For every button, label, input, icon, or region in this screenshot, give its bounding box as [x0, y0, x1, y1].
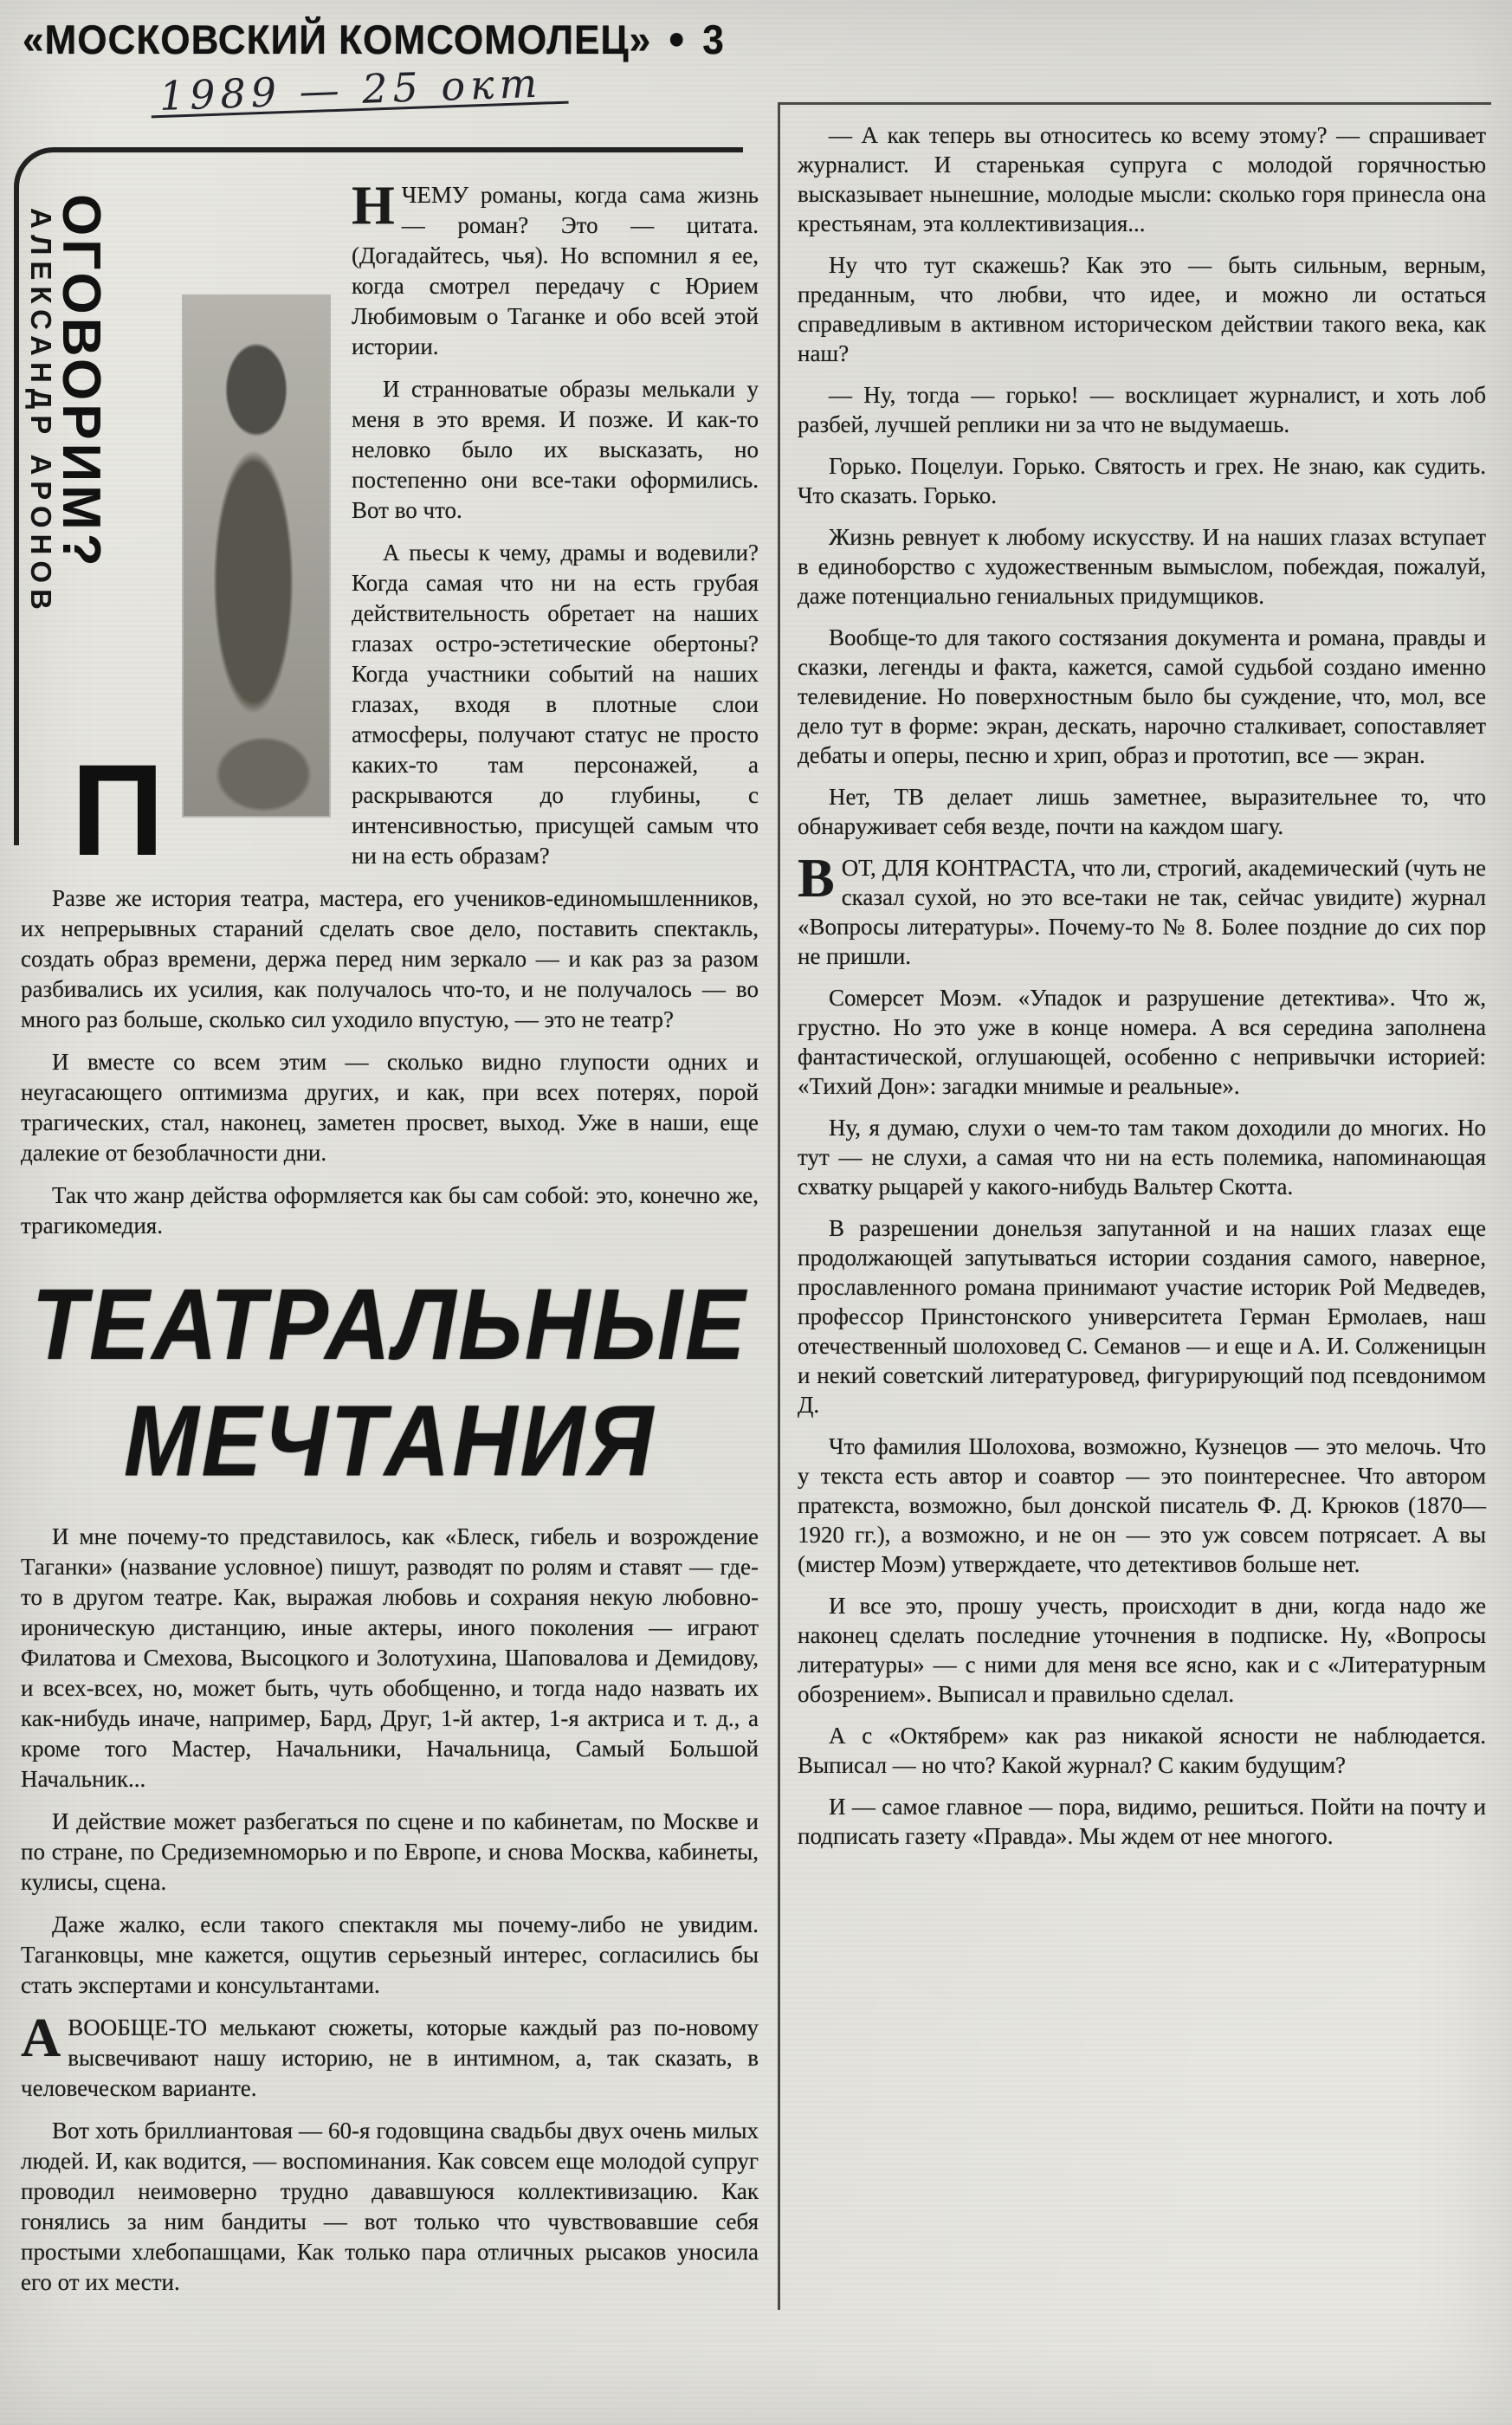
paragraph: А пьесы к чему, драмы и водевили? Когда самая что ни на есть грубая действительность обретает на наших глазах остро-эстетические обертоны? Когда участники событий на наших глазах, входя в плотные слои атмосферы, получают статус не просто каких-то там персонажей, а раскрываются до глубины, с интенсивностью, присущей самым что ни на есть образам? — [352, 540, 759, 869]
author-photo — [184, 296, 329, 816]
dropcap-letter: А — [21, 2007, 61, 2068]
article-title-vertical: ОГОВОРИМ? — [51, 194, 111, 570]
paragraph: НЧЕМУ романы, когда сама жизнь — роман? Это — цитата. (Догадайтесь, чья). Но вспомнил я ее, когда смотрел передачу с Юрием Любимовым о Таганке и обо всей этой истории. — [352, 174, 759, 359]
masthead-title: «МОСКОВСКИЙ КОМСОМОЛЕЦ» — [23, 16, 652, 62]
paragraph: А с «Октябрем» как раз никакой ясности не наблюдается. Выписал — но что? Какой журнал? С каким будущим? — [798, 1723, 1486, 1778]
masthead-bullet-icon: ● — [668, 20, 687, 55]
paragraph: — А как теперь вы относитесь ко всему этому? — спрашивает журналист. И старенькая супруга с молодой горячностью высказывает нынешние, молодые мысли: сколько горя принесла она крестьянам, эта коллективизация... — [798, 122, 1486, 236]
paragraph: Жизнь ревнует к любому искусству. И на наших глазах вступает в единоборство с художественным вымыслом, побеждая, пожалуй, даже потенциально гениальных придумщиков. — [798, 524, 1486, 609]
left-after-headline-text — [21, 1522, 759, 2298]
paragraph: Нет, ТВ делает лишь заметнее, выразительнее то, что обнаруживает себя везде, почти на каждом шагу. — [798, 784, 1486, 839]
paragraph: Ну, я думаю, слухи о чем-то там таком доходили до многих. Но тут — не слухи, а самая что ни на есть полемика, напоминающая схватку рыцарей у какого-нибудь Вальтер Скотта. — [798, 1115, 1486, 1200]
right-column — [778, 102, 1491, 2310]
paragraph: Вот хоть бриллиантовая — 60-я годовщина свадьбы двух очень милых людей. И, как водится, — воспоминания. Как совсем еще молодой супруг проводил неимоверно трудно дававшуюся коллективизацию. Как гонялись за ним бандиты — вот только что чувствовавшие себя простыми хлебопашцами, Как только пара отличных рысаков уносила его от их мести. — [21, 2118, 759, 2295]
masthead-area — [21, 0, 759, 180]
dropcap-letter: В — [798, 847, 835, 909]
paragraph: — Ну, тогда — горько! — восклицает журналист, и хоть лоб разбей, лучшей реплики ни за что не выдумаешь. — [798, 382, 1486, 437]
paragraph: И все это, прошу учесть, происходит в дни, когда надо же наконец сделать последние уточнения в подписке. Ну, «Вопросы литературы» — с ними для меня все ясно, как и с «Литературным обозрением». Выписал и правильно сделал. — [798, 1593, 1486, 1707]
paragraph: Вообще-то для такого состязания документа и романа, правды и сказки, легенды и факта, кажется, самой судьбой создано именно телевидение. Но поверхностным было бы суждение, что, мол, все дело тут в форме: экран, дескать, нарочно сталкивает, сопоставляет дебаты и оперы, песню и хрип, образ и прототип, все — экран. — [798, 624, 1486, 768]
headline-line-2: МЕЧТАНИЯ — [123, 1385, 656, 1498]
author-name: АЛЕКСАНДР АРОНОВ — [25, 208, 57, 616]
paragraph: Даже жалко, если такого спектакля мы почему-либо не увидим. Таганковцы, мне кажется, ощутив серьезный интерес, согласились бы стать экспертами и консультантами. — [21, 1911, 759, 1998]
handwritten-date: 1989 — 25 окт — [150, 68, 568, 119]
paragraph: И мне почему-то представилось, как «Блеск, гибель и возрождение Таганки» (название условное) пишут, разводят по ролям и ставят — где-то в другом театре. Как, выражая любовь и сохраняя некую любовно-ироническую дистанцию, иные актеры, иного поколения — играют Филатова и Смехова, Высоцкого и Золотухина, Шаповалова и Демидову, и всех-всех, но, может быть, чуть обобщенно, и тогда надо назвать их как-нибудь иначе, например, Бард, Друг, 1-й актер, 1-я актриса и т. д., а кроме того Мастер, Начальники, Начальница, Самый Большой Начальник... — [21, 1523, 759, 1792]
left-column — [21, 0, 759, 2310]
paragraph: Так что жанр действа оформляется как бы сам собой: это, конечно же, трагикомедия. — [21, 1182, 759, 1238]
paragraph: И действие может разбегаться по сцене и по кабинетам, по Москве и по стране, по Средиземноморью и по Европе, и снова Москва, кабинеты, кулисы, сцена. — [21, 1808, 759, 1895]
paragraph: В разрешении донельзя запутанной и на наших глазах еще продолжающей запутываться истории создания самого, наверное, прославленного романа принимают участие историк Рой Медведев, профессор Принстонского университета Герман Ермолаев, наш отечественный шолоховед С. Семанов — и еще и А. И. Солженицын и некий советский литературовед, фигурирующий под псевдонимом Д. — [798, 1215, 1486, 1418]
paragraph: Что фамилия Шолохова, возможно, Кузнецов — это мелочь. Что у текста есть автор и соавтор — это поинтереснее. Что автором пратекста, возможно, был донской писатель Ф. Д. Крюков (1870—1920 гг.), а возможно, и не он — это уж совсем потрясает. А вы (мистер Моэм) утверждаете, что детективов больше нет. — [798, 1433, 1486, 1577]
paragraph: И странноватые образы мелькали у меня в это время. И позже. И как-то неловко было их высказать, но постепенно они все-таки оформились. Вот во что. — [352, 376, 759, 523]
dropcap-letter: Н — [352, 174, 395, 236]
paragraph: Разве же история театра, мастера, его учеников-единомышленников, их непрерывных стараний сделать свое дело, поставить спектакль, создать образ времени, держа перед ним зеркало — и как раз за разом разбивались их усилия, как получалось что-то, и не получалось — во много раз больше, сколько сил уходило впустую, — это не театр? — [21, 885, 759, 1032]
paragraph: И — самое главное — пора, видимо, решиться. Пойти на почту и подписать газету «Правда». Мы ждем от нее многого. — [798, 1794, 1486, 1849]
article-title-dropcap: П — [71, 737, 165, 883]
author-block — [24, 194, 329, 883]
paragraph: Ну что тут скажешь? Как это — быть сильным, верным, преданным, что любви, что идее, и можно ли остаться справедливым в активном историческом действии такого века, как наш? — [798, 252, 1486, 366]
paragraph: И вместе со всем этим — сколько видно глупости одних и неугасающего оптимизма других, и как, при всех потерях, порой трагических, стал, наконец, заметен просвет, выход. Уже в наши, еще далекие от безоблачности дни. — [21, 1049, 759, 1166]
article-headline — [21, 1267, 759, 1500]
paragraph: Горько. Поцелуи. Горько. Святость и грех. Не знаю, как судить. Что сказать. Горько. — [798, 453, 1486, 508]
masthead-page-number: 3 — [702, 16, 725, 62]
masthead — [23, 16, 725, 62]
paragraph: ВОТ, ДЛЯ КОНТРАСТА, что ли, строгий, академический (чуть не сказал сухой, но это все-таки не так, сейчас увидите) журнал «Вопросы литературы». Почему-то № 8. Более поздние до сих пор не пришли. — [798, 847, 1486, 969]
headline-line-1: ТЕАТРАЛЬНЫЕ — [31, 1268, 748, 1381]
paragraph: АВООБЩЕ-ТО мелькают сюжеты, которые каждый раз по-новому высвечивают нашу историю, не в интимном, а, так сказать, в человеческом варианте. — [21, 2007, 759, 2101]
paragraph: Сомерсет Моэм. «Упадок и разрушение детектива». Что ж, грустно. Но это уже в конце номера. А вся середина заполнена фантастической, оглушающей, особенно с непривычки историей: «Тихий Дон»: загадки мнимые и реальные». — [798, 985, 1486, 1099]
